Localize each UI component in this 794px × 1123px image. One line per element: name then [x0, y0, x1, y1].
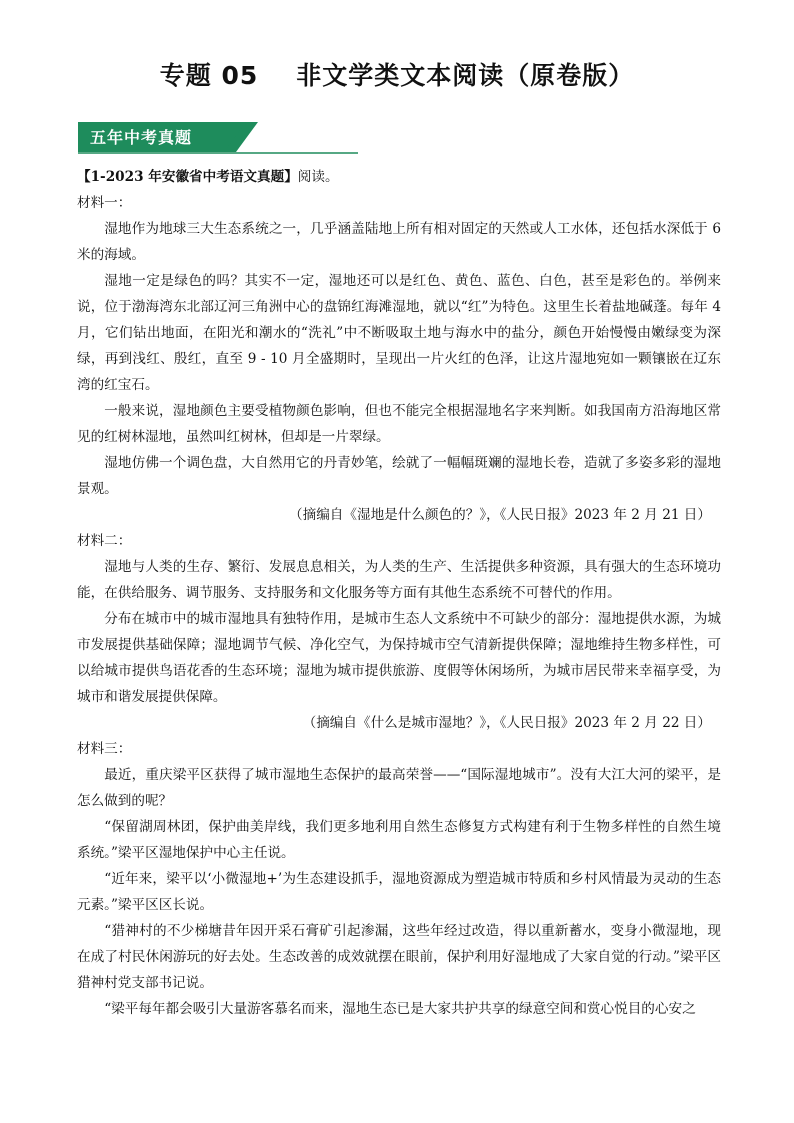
material1-paragraph: 一般来说，湿地颜色主要受植物颜色影响，但也不能完全根据湿地名字来判断。如我国南方沿海地区常见的红树林湿地，虽然叫红树林，但却是一片翠绿。	[77, 403, 721, 445]
material2-source: （摘编自《什么是城市湿地？》，《人民日报》2023 年 2 月 22 日）	[302, 715, 711, 731]
material1-heading: 材料一：	[77, 195, 132, 211]
material3-paragraph: “猎神村的不少梯塘昔年因开采石膏矿引起渗漏，这些年经过改造，得以重新蓄水，变身小微湿地，现在成了村民休闲游玩的好去处。生态改善的成效就摆在眼前，保护利用好湿地成了大家自觉的行动。”梁平区猎神村党支部书记说。	[77, 923, 721, 991]
material3-paragraph: 最近，重庆梁平区获得了城市湿地生态保护的最高荣誉——“国际湿地城市”。没有大江大河的梁平，是怎么做到的呢？	[77, 767, 721, 809]
material1-paragraph: 湿地仿佛一个调色盘，大自然用它的丹青妙笔，绘就了一幅幅斑斓的湿地长卷，造就了多姿多彩的湿地景观。	[77, 455, 721, 497]
page-title	[0, 56, 794, 92]
section-banner	[78, 118, 358, 154]
material2-paragraph: 分布在城市中的城市湿地具有独特作用，是城市生态人文系统中不可缺少的部分：湿地提供水源，为城市发展提供基础保障；湿地调节气候、净化空气，为保持城市空气清新提供保障；湿地维持生物多样性，可以给城市提供鸟语花香的生态环境；湿地为城市提供旅游、度假等休闲场所，为城市居民带来幸福享受，为城市和谐发展提供保障。	[77, 611, 721, 705]
question-intro	[77, 164, 721, 190]
material1-paragraph: 湿地作为地球三大生态系统之一，几乎涵盖陆地上所有相对固定的天然或人工水体，还包括水深低于 6 米的海域。	[77, 221, 721, 263]
material3-paragraph: “梁平每年都会吸引大量游客慕名而来，湿地生态已是大家共护共享的绿意空间和赏心悦目的心安之	[104, 1001, 696, 1017]
article-body	[77, 164, 721, 1022]
material1-source: （摘编自《湿地是什么颜色的？》，《人民日报》2023 年 2 月 21 日）	[289, 507, 711, 523]
question-tag: 【1-2023 年安徽省中考语文真题】	[77, 169, 298, 185]
material3-heading: 材料三：	[77, 741, 132, 757]
title-prefix: 专题 05	[159, 61, 259, 90]
material3-paragraph: “近年来，梁平以‘小微湿地+’为生态建设抓手，湿地资源成为塑造城市特质和乡村风情最为灵动的生态元素。”梁平区区长说。	[77, 871, 721, 913]
banner-label: 五年中考真题	[90, 128, 193, 147]
title-main: 非文学类文本阅读（原卷版）	[296, 61, 635, 90]
material3-paragraph: “保留湖周林团，保护曲美岸线，我们更多地利用自然生态修复方式构建有利于生物多样性的自然生境系统。”梁平区湿地保护中心主任说。	[77, 819, 721, 861]
question-instruction: 阅读。	[297, 169, 339, 185]
material2-paragraph: 湿地与人类的生存、繁衍、发展息息相关，为人类的生产、生活提供多种资源，具有强大的生态环境功能，在供给服务、调节服务、支持服务和文化服务等方面有其他生态系统不可替代的作用。	[77, 559, 721, 601]
material1-paragraph: 湿地一定是绿色的吗？其实不一定，湿地还可以是红色、黄色、蓝色、白色，甚至是彩色的。举例来说，位于渤海湾东北部辽河三角洲中心的盘锦红海滩湿地，就以“红”为特色。这里生长着盐地碱蓬。每年 4 月，它们钻出地面，在阳光和潮水的“洗礼”中不断吸取土地与海水中的盐分，颜色开始慢慢由嫩绿变为深绿，再到浅红、殷红，直至 9 - 10 月全盛期时，呈现出一片火红的色泽，让这片湿地宛如一颗镶嵌在辽东湾的红宝石。	[77, 273, 721, 393]
material2-heading: 材料二：	[77, 533, 132, 549]
